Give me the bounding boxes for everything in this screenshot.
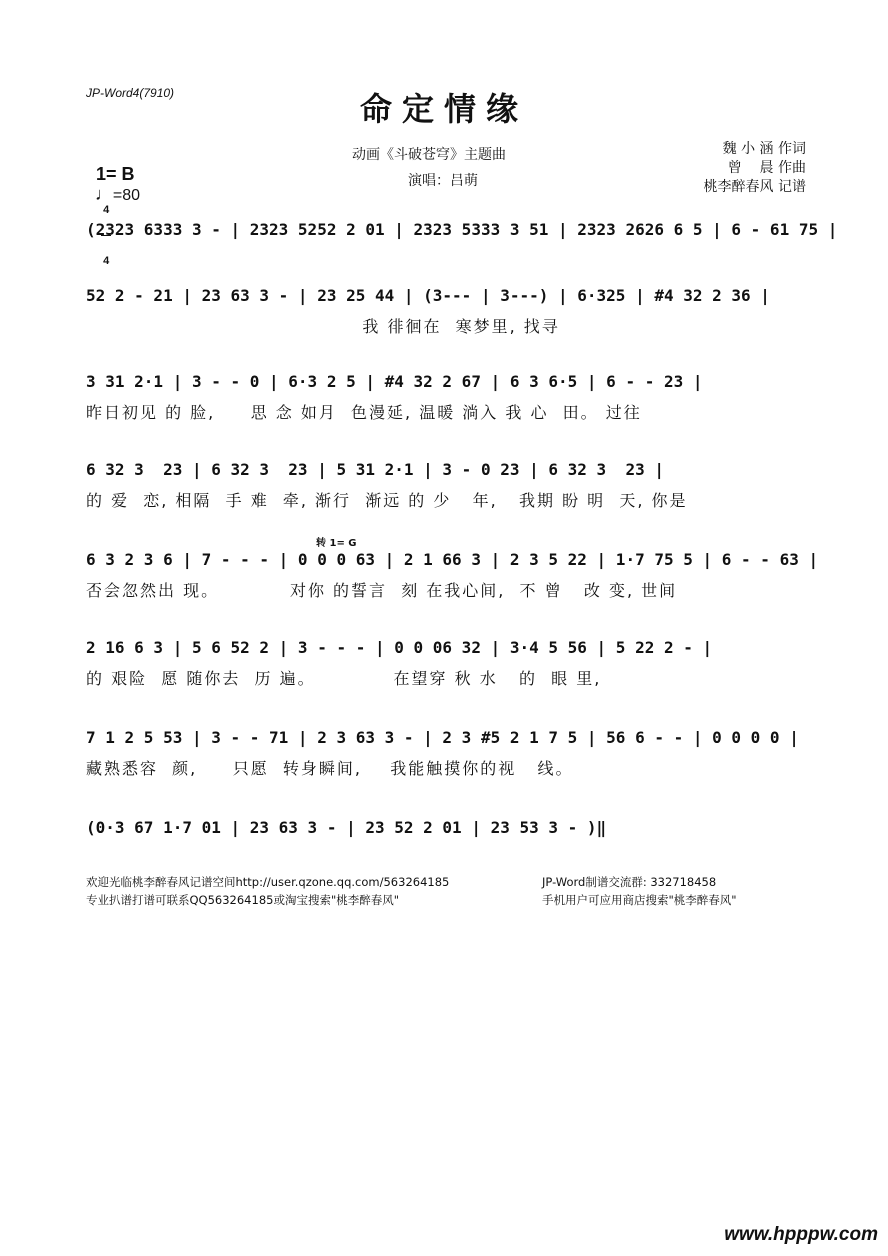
score-notes-line-1: (2323 6333 3 - | 2323 5252 2 01 | 2323 5333 3 51 | 2323 2626 6 5 | 6 - 61 75 | (86, 220, 838, 239)
score-notes-line-5: 6 3 2 3 6 | 7 - - - | 0 0 0 63 | 2 1 66 3 | 2 3 5 22 | 1·7 75 5 | 6 - - 63 | (86, 550, 819, 569)
score-lyrics-line-5: 否会忽然出 现。 对你 的誓言 刻 在我心间, 不 曾 改 变, 世间 (86, 581, 678, 600)
software-label: JP-Word4(7910) (86, 86, 175, 100)
tempo-value: =80 (112, 187, 141, 204)
footer-line-2-left: 专业扒谱打谱可联系QQ563264185或淘宝搜索"桃李醉春风" (86, 893, 400, 907)
time-sig-top: 4 (103, 204, 110, 216)
score-notes-line-3: 3 31 2·1 | 3 - - 0 | 6·3 2 5 | #4 32 2 67 | 6 3 6·5 | 6 - - 23 | (86, 372, 703, 391)
score-notes-line-7: 7 1 2 5 53 | 3 - - 71 | 2 3 63 3 - | 2 3 #5 2 1 7 5 | 56 6 - - | 0 0 0 0 | (86, 728, 799, 747)
score-lyrics-line-4: 的 爱 恋, 相隔 手 难 牵, 渐行 渐远 的 少 年, 我期 盼 明 天, 你是 (86, 491, 688, 510)
subtitle: 动画《斗破苍穹》主题曲 (352, 147, 506, 163)
score-notes-line-4: 6 32 3 23 | 6 32 3 23 | 5 31 2·1 | 3 - 0 23 | 6 32 3 23 | (86, 460, 664, 479)
score-lyrics-line-6: 的 艰险 愿 随你去 历 遍。 在望穿 秋 水 的 眼 里, (86, 669, 602, 688)
tempo-marking (86, 166, 140, 205)
score-notes-line-8: (0·3 67 1·7 01 | 23 63 3 - | 23 52 2 01 | 23 53 3 - )‖ (86, 818, 607, 837)
footer-line-1-right: JP-Word制谱交流群: 332718458 (542, 875, 717, 889)
footer-line-2-right: 手机用户可应用商店搜索"桃李醉春风" (542, 893, 737, 907)
lyricist-credit: 魏 小 涵 作词 (722, 141, 806, 157)
song-title: 命定情缘 (359, 90, 528, 128)
score-lyrics-line-3: 昨日初见 的 脸, 思 念 如月 色漫延, 温暖 淌入 我 心 田。 过往 (86, 403, 642, 422)
key-signature (86, 143, 135, 286)
transcriber-credit: 桃李醉春风 记谱 (703, 179, 806, 195)
composer-credit: 曾 晨 作曲 (727, 160, 806, 176)
score-notes-line-6: 2 16 6 3 | 5 6 52 2 | 3 - - - | 0 0 06 32 | 3·4 5 56 | 5 22 2 - | (86, 638, 713, 657)
score-lyrics-line-7: 藏熟悉容 颜, 只愿 转身瞬间, 我能触摸你的视 线。 (86, 759, 574, 778)
score-lyrics-line-2: 我 徘徊在 寒梦里, 找寻 (86, 317, 560, 336)
modulation-note: 转 1= G (316, 538, 357, 549)
quarter-note-icon: ♩ (94, 184, 113, 204)
score-notes-line-2: 52 2 - 21 | 23 63 3 - | 23 25 44 | (3--- | 3---) | 6·325 | #4 32 2 36 | (86, 286, 770, 305)
singer: 演唱：吕萌 (408, 173, 478, 189)
watermark-link[interactable]: www.hpppw.com (724, 1224, 878, 1245)
footer-line-1-left: 欢迎光临桃李醉春风记谱空间http://user.qzone.qq.com/563264185 (86, 875, 450, 889)
time-sig-bottom: 4 (103, 255, 110, 267)
key-text: 1= B (96, 164, 135, 184)
